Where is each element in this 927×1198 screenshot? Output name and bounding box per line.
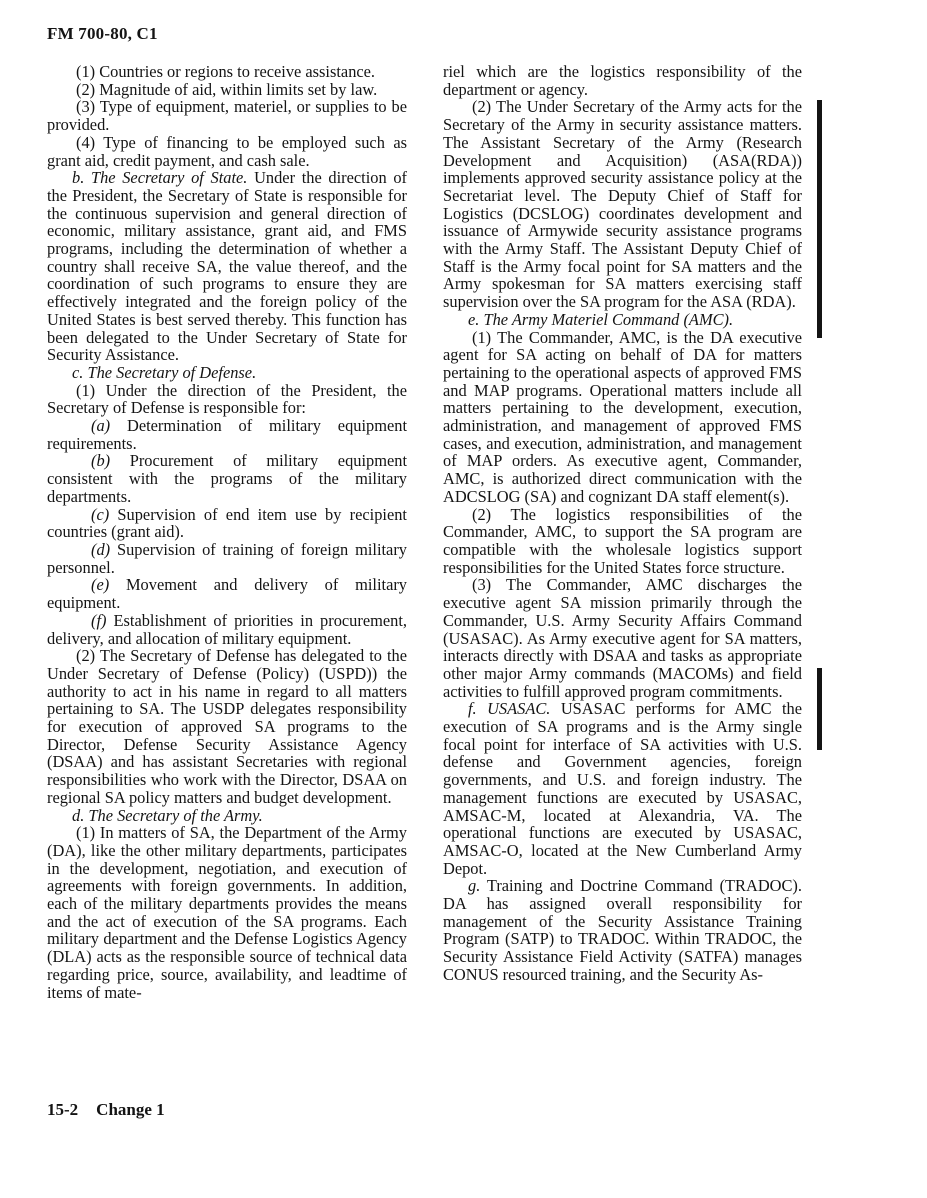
section-b <box>47 169 407 364</box>
paragraph: (2) The logistics responsibilities of the Commander, AMC, to support the SA program are compatible with the wholesale logistics support responsibilities for the United States force structure. <box>443 504 802 577</box>
left-column <box>47 63 407 1001</box>
section-b-heading: b. The Secretary of State. <box>72 168 248 188</box>
sub-item-label: (a) <box>91 416 111 436</box>
paragraph: (2) The Under Secretary of the Army acts for the Secretary of the Army in security assistance matters. The Assistant Secretary of the Army (Research Development and Acquisition) (ASA(RDA)) implements approved security assistance policy at the Secretariat level. The Deputy Chief of Staff for Logistics (DCSLOG) coordinates development and issuance of Armywide security assistance programs with the Army Staff. The Assistant Deputy Chief of Staff is the Army focal point for SA matters and the Army spokesman for SA matters exercising staff supervision over the SA program for the ASA (RDA). <box>443 97 802 312</box>
right-column <box>443 63 802 984</box>
paragraph: (1) Countries or regions to receive assistance. <box>76 62 376 81</box>
paragraph: (1) Under the direction of the President, the Secretary of Defense is responsible for: <box>47 380 407 418</box>
paragraph: (2) Magnitude of aid, within limits set by law. <box>76 79 378 99</box>
sub-item-label: (b) <box>91 451 111 471</box>
section-e-heading-text: e. The Army Materiel Command (AMC). <box>468 309 734 329</box>
sub-item <box>47 506 407 541</box>
sub-item-text: Movement and delivery of military equipment. <box>47 575 407 613</box>
section-f-heading: f. USASAC. <box>468 699 551 719</box>
section-e-heading <box>443 311 802 329</box>
section-f <box>443 700 802 877</box>
section-f-text: USASAC performs for AMC the execution of SA programs and is the Army single focal point for interface of SA activities with U.S. defense and Government agencies, foreign governments, and U.S. and foreign industry. The management functions are executed by USASAC, AMSAC-M, located at Alexandria, VA. The operational functions are executed by USASAC, AMSAC-O, located at the New Cumberland Army Depot. <box>443 699 802 878</box>
section-g <box>443 877 802 983</box>
page-number: 15-2 <box>47 1100 79 1119</box>
page-header: FM 700-80, C1 <box>47 24 158 43</box>
sub-item-label: (d) <box>91 539 111 559</box>
sub-item-label: (c) <box>91 504 110 524</box>
paragraph: (3) The Commander, AMC discharges the executive agent SA mission primarily through the Commander, U.S. Army Security Affairs Command (USASAC). As Army executive agent for SA matters, interacts directly with DSAA and tasks as appropriate other major Army commands (MACOMs) and field activities to fulfill approved program commitments. <box>443 575 802 701</box>
paragraph: (1) In matters of SA, the Department of the Army (DA), like the other military departments, participates in the development, negotiation, and execution of agreements with foreign governments. In addition, each of the military departments provides the means and the act of execution of the SA programs. Each military department and the Defense Logistics Agency (DLA) acts as the responsible source of technical data regarding price, source, availability, and leadtime of items of mate- <box>47 823 407 1002</box>
section-d-heading <box>47 807 407 825</box>
sub-item-text: Establishment of priorities in procurement, delivery, and allocation of military equipment. <box>47 610 407 648</box>
sub-item-text: Supervision of end item use by recipient countries (grant aid). <box>47 504 407 542</box>
paragraph: (3) Type of equipment, materiel, or supplies to be provided. <box>47 97 407 135</box>
paragraph: (2) The Secretary of Defense has delegated to the Under Secretary of Defense (Policy) (USPD)) the authority to act in his name in regard to all matters pertaining to SA. The USDP delegates responsibility for execution of approved SA programs to the Director, Defense Security Assistance Agency (DSAA) and has assistant Secretaries with regional responsibilities who work with the Director, DSAA on regional SA policy matters and budget development. <box>47 646 407 807</box>
sub-item <box>47 541 407 576</box>
page-footer <box>47 1100 165 1120</box>
section-d-heading-text: d. The Secretary of the Army. <box>72 805 263 825</box>
section-g-text: Training and Doctrine Command (TRADOC). DA has assigned overall responsibility for management of the Security Assistance Training Program (SATP) to TRADOC. Within TRADOC, the Security Assistance Field Activity (SATFA) manages CONUS resourced training, and the Security As- <box>443 876 802 984</box>
section-c-heading <box>47 364 407 382</box>
paragraph: riel which are the logistics responsibility of the department or agency. <box>443 62 802 99</box>
sub-item-text: Supervision of training of foreign military personnel. <box>47 539 407 577</box>
section-b-text: Under the direction of the President, the Secretary of State is responsible for the continuous supervision and general direction of economic, military assistance, grant aid, and FMS programs, including the determination of whether a country shall receive SA, the value thereof, and the coordination of such programs to ensure they are effectively integrated and the foreign policy of the United States is best served thereby. This function has been delegated to the Under Secretary of State for Security Assistance. <box>47 168 407 365</box>
section-g-heading: g. <box>468 876 481 896</box>
sub-item <box>47 452 407 505</box>
sub-item-label: (f) <box>91 610 107 630</box>
change-label: Change 1 <box>96 1100 165 1119</box>
sub-item-text: Procurement of military equipment consistent with the programs of the military departments. <box>47 451 407 506</box>
sub-item-text: Determination of military equipment requirements. <box>47 416 407 453</box>
section-c-heading-text: c. The Secretary of Defense. <box>72 362 257 382</box>
paragraph: (4) Type of financing to be employed such as grant aid, credit payment, and cash sale. <box>47 132 407 170</box>
change-bar <box>817 668 822 750</box>
paragraph: (1) The Commander, AMC, is the DA executive agent for SA acting on behalf of DA for matters pertaining to the operational aspects of approved FMS and MAP programs. Operational matters include all matters pertaining to the development, execution, administration, and management of approved FMS cases, and execution, administration, and management of MAP orders. As executive agent, Commander, AMC, is authorized direct communication with the ADCSLOG (SA) and cognizant DA staff element(s). <box>443 327 802 506</box>
sub-item <box>47 417 407 452</box>
sub-item <box>47 612 407 647</box>
sub-item-label: (e) <box>91 575 110 595</box>
sub-item <box>47 576 407 611</box>
change-bar <box>817 100 822 338</box>
